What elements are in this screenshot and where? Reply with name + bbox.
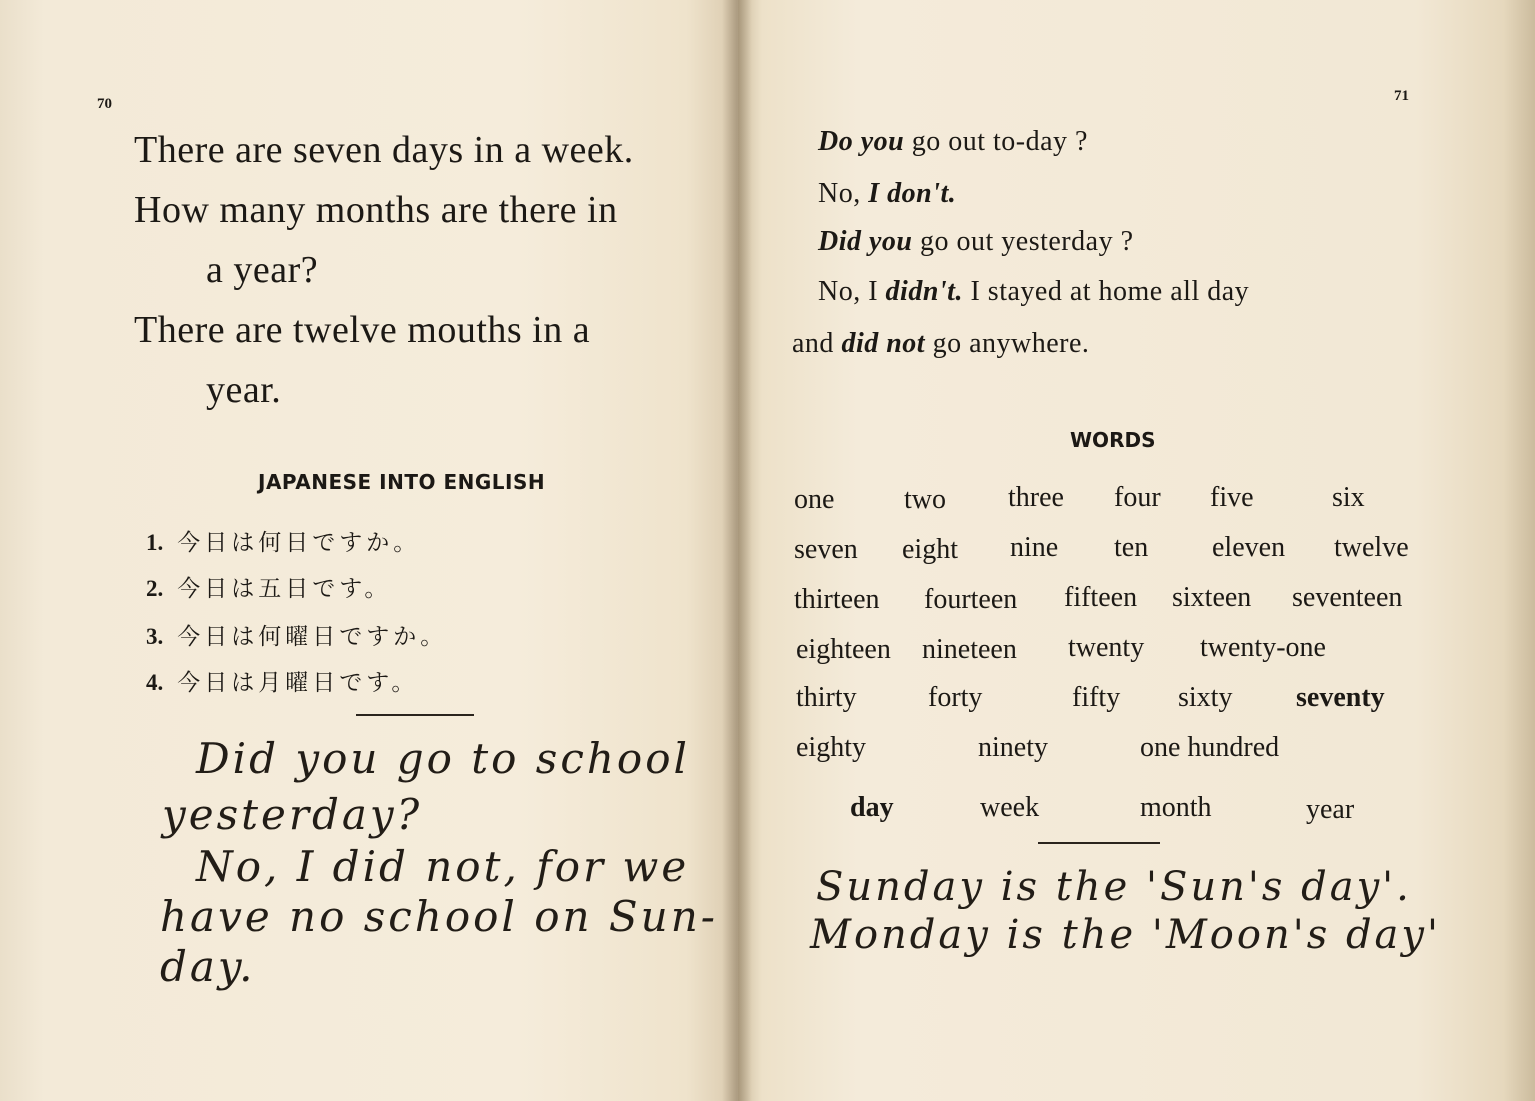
dialogue-emphasis: Do you [818, 126, 905, 157]
word: nineteen [922, 634, 1017, 665]
word: one hundred [1140, 732, 1280, 763]
exercise-text: 今日は五日です。 [177, 576, 392, 601]
page-number: 71 [1394, 88, 1409, 104]
page-number: 70 [97, 96, 112, 112]
word: thirteen [794, 584, 880, 615]
dialogue-emphasis: Did you [818, 226, 913, 257]
exercise-item [146, 618, 447, 651]
word: six [1332, 482, 1365, 513]
word: sixteen [1172, 582, 1252, 613]
dialogue-emphasis: did not [841, 328, 926, 359]
word: seventeen [1292, 582, 1403, 613]
word: seventy [1296, 682, 1385, 713]
dialogue-text: go anywhere. [925, 328, 1090, 359]
word: week [980, 792, 1040, 823]
reading-line: a year? [206, 249, 319, 291]
word: thirty [796, 682, 857, 713]
dialogue-text: I stayed at home all day [962, 276, 1250, 307]
words-heading: WORDS [1070, 428, 1156, 452]
exercise-number: 4. [146, 670, 164, 695]
word: fourteen [924, 584, 1018, 615]
word: year [1306, 794, 1355, 825]
exercise-item [146, 570, 391, 603]
reading-line: year. [206, 369, 282, 411]
dialogue-line [818, 178, 956, 210]
word: nine [1010, 532, 1059, 563]
word: eighty [796, 732, 866, 763]
right-page [738, 0, 1535, 1101]
word: eight [902, 534, 958, 565]
dialogue-line [818, 126, 1088, 158]
exercise-heading: JAPANESE INTO ENGLISH [258, 470, 546, 494]
word: one [794, 484, 835, 515]
word: day [850, 792, 894, 823]
dialogue-text: and [792, 328, 842, 359]
word: seven [794, 534, 858, 565]
word: ten [1114, 532, 1149, 563]
script-line: yesterday? [162, 790, 423, 839]
dialogue-text: No, I [818, 276, 886, 307]
exercise-number: 3. [146, 624, 164, 649]
exercise-number: 2. [146, 576, 164, 601]
word: fifteen [1064, 582, 1138, 613]
dialogue-emphasis: I don't. [868, 178, 957, 209]
script-line: day. [160, 942, 256, 991]
book-gutter [722, 0, 752, 1101]
exercise-text: 今日は何日ですか。 [177, 530, 421, 555]
exercise-item [146, 664, 418, 697]
script-line: Did you go to school [196, 734, 690, 783]
exercise-text: 今日は何曜日ですか。 [177, 624, 448, 649]
dialogue-line [818, 276, 1249, 308]
reading-line: How many months are there in [134, 189, 618, 231]
word: fifty [1072, 682, 1121, 713]
divider-rule [1038, 842, 1160, 844]
exercise-item [146, 524, 420, 557]
dialogue-text: go out to-day ? [904, 126, 1088, 157]
dialogue-line [818, 226, 1134, 258]
script-line: have no school on Sun- [160, 892, 718, 941]
exercise-number: 1. [146, 530, 164, 555]
word: month [1140, 792, 1212, 823]
word: three [1008, 482, 1064, 513]
reading-line: There are twelve mouths in a [134, 309, 591, 351]
word: four [1114, 482, 1161, 513]
word: eighteen [796, 634, 891, 665]
word: five [1210, 482, 1254, 513]
divider-rule [356, 714, 474, 716]
word: sixty [1178, 682, 1233, 713]
dialogue-text: No, [818, 178, 869, 209]
word: eleven [1212, 532, 1286, 563]
word: twenty-one [1200, 632, 1326, 663]
script-line: Sunday is the 'Sun's day'. [816, 864, 1412, 910]
script-line: Monday is the 'Moon's day' [810, 912, 1441, 958]
dialogue-emphasis: didn't. [885, 276, 963, 307]
dialogue-line [792, 328, 1089, 360]
word: two [904, 484, 946, 515]
left-page [0, 0, 738, 1101]
word: ninety [978, 732, 1048, 763]
word: twenty [1068, 632, 1145, 663]
exercise-text: 今日は月曜日です。 [177, 670, 419, 695]
reading-line: There are seven days in a week. [134, 129, 634, 171]
word: forty [928, 682, 983, 713]
word: twelve [1334, 532, 1409, 563]
dialogue-text: go out yesterday ? [912, 226, 1134, 257]
script-line: No, I did not, for we [196, 842, 690, 891]
